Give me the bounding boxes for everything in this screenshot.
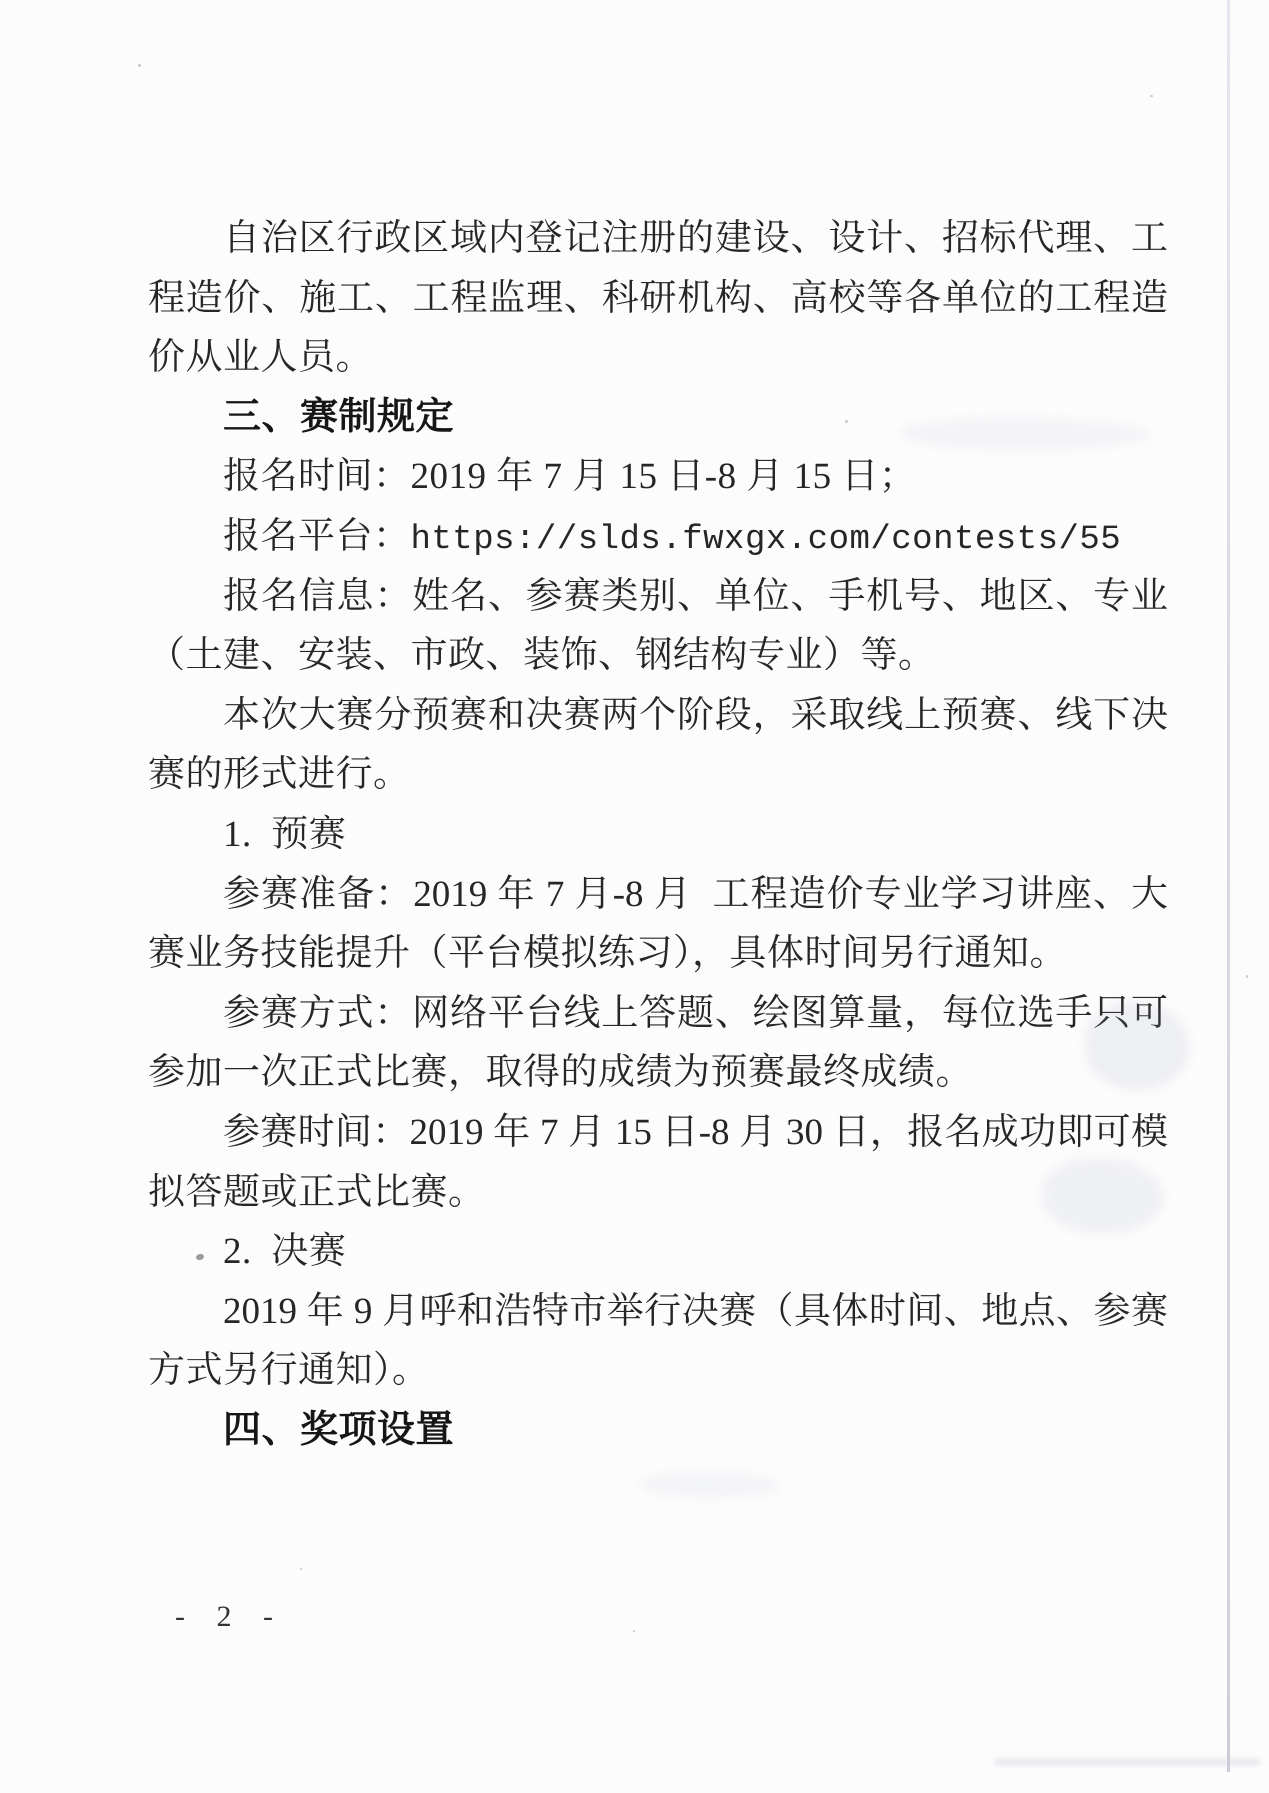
section-heading-awards: 四、奖项设置 (223, 1408, 455, 1451)
scan-speck (410, 712, 412, 714)
bleed-through-smudge (1042, 1158, 1164, 1234)
body-line: 价从业人员。 (148, 337, 373, 379)
bleed-through-smudge (900, 418, 1150, 450)
list-heading-preliminary: 1. 预赛 (223, 813, 347, 855)
body-line: 赛业务技能提升（平台模拟练习），具体时间另行通知。 (148, 933, 1067, 975)
body-line: 拟答题或正式比赛。 (148, 1171, 486, 1213)
bleed-through-smudge (1085, 1002, 1190, 1090)
body-line: 参加一次正式比赛，取得的成绩为预赛最终成绩。 (148, 1052, 973, 1094)
body-line-registration-info: 报名信息：姓名、参赛类别、单位、手机号、地区、专业 (223, 575, 1168, 617)
body-line: 自治区行政区域内登记注册的建设、设计、招标代理、工 (223, 218, 1168, 259)
registration-platform-label: 报名平台： (223, 515, 411, 557)
list-heading-final: 2. 决赛 (223, 1231, 347, 1273)
registration-url: https://slds.fwxgx.com/contests/55 (410, 520, 1122, 559)
scan-speck (1150, 95, 1153, 97)
body-line-method: 参赛方式：网络平台线上答题、绘图算量，每位选手只可 (223, 992, 1168, 1034)
body-line: 本次大赛分预赛和决赛两个阶段，采取线上预赛、线下决 (223, 694, 1168, 736)
body-line: 程造价、施工、工程监理、科研机构、高校等各单位的工程造 (148, 277, 1168, 319)
body-line-competition-time: 参赛时间：2019 年 7 月 15 日-8 月 30 日，报名成功即可模 (223, 1111, 1168, 1153)
body-line-registration-platform (148, 507, 1168, 567)
body-line-final-info: 2019 年 9 月呼和浩特市举行决赛（具体时间、地点、参赛 (223, 1290, 1168, 1332)
document-body (148, 209, 1168, 1460)
bleed-through-smudge (640, 1472, 780, 1498)
body-line: 赛的形式进行。 (148, 754, 411, 796)
scan-edge-line-artifact (1227, 0, 1230, 1772)
scan-speck (1246, 975, 1248, 978)
body-line-preparation: 参赛准备：2019 年 7 月-8 月 工程造价专业学习讲座、大 (223, 873, 1168, 915)
body-line: 方式另行通知）。 (148, 1350, 430, 1392)
scan-edge-bottom-artifact (995, 1758, 1260, 1766)
scan-speck (633, 1630, 635, 1632)
scan-speck (845, 420, 848, 423)
scan-speck (300, 1568, 302, 1570)
body-line: （土建、安装、市政、装饰、钢结构专业）等。 (148, 635, 936, 677)
page-number: - 2 - (175, 1600, 285, 1633)
body-line-registration-time: 报名时间：2019 年 7 月 15 日-8 月 15 日； (223, 456, 917, 498)
scan-speck (138, 64, 141, 67)
section-heading-rules: 三、赛制规定 (223, 395, 455, 438)
